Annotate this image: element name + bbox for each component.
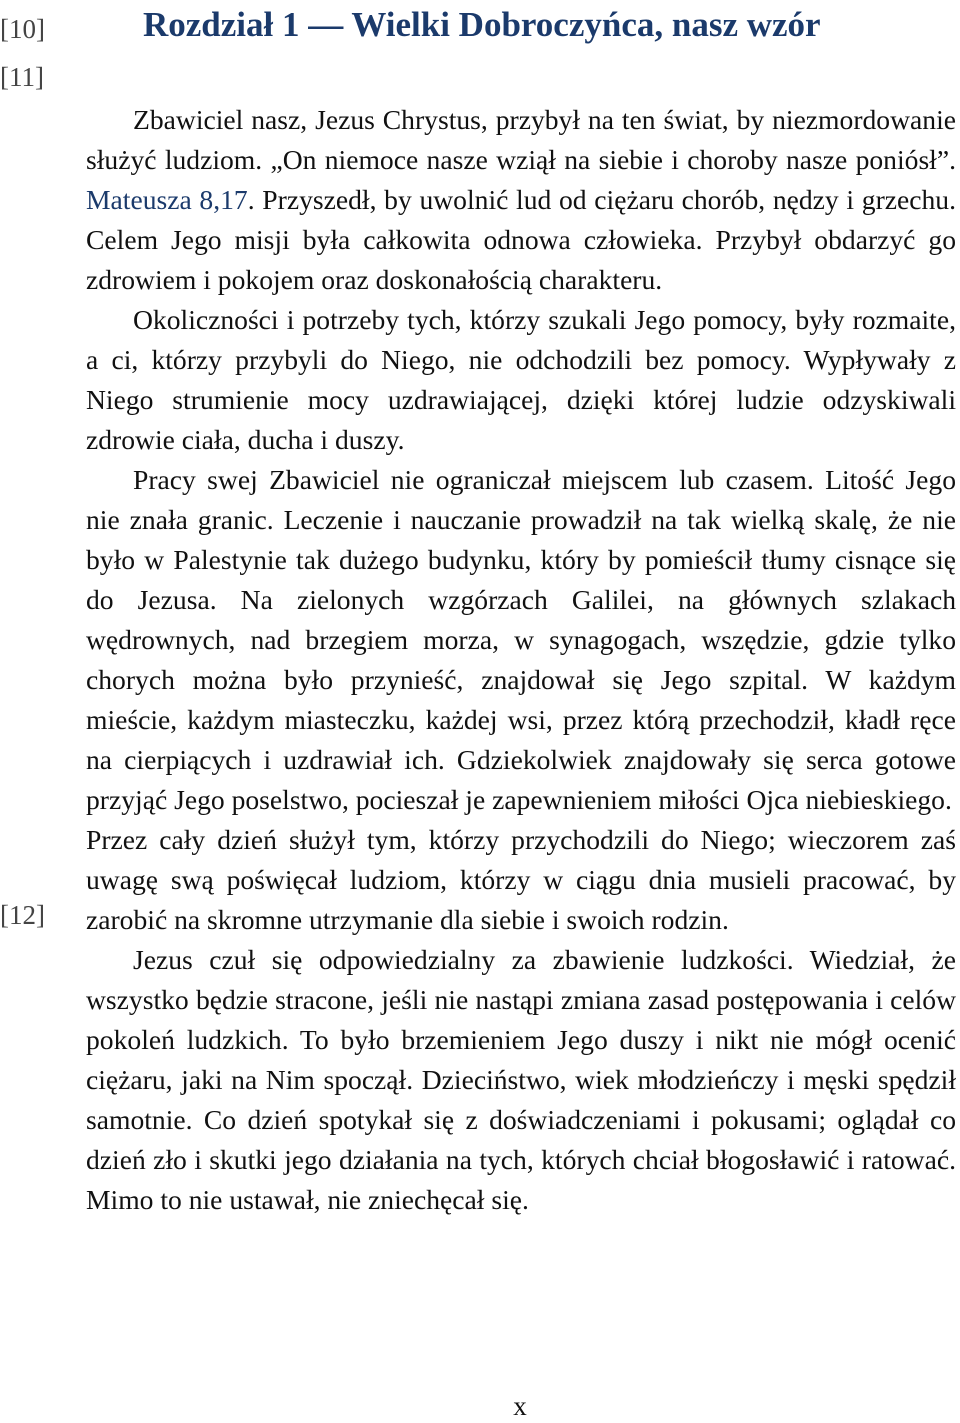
chapter-body [86, 100, 956, 1220]
paragraph: Pracy swej Zbawiciel nie ograniczał miejscem lub czasem. Litość Jego nie znała granic. Leczenie i nauczanie prowadził na tak wielką skalę, że nie było w Palestynie tak dużego budynku, który by pomieścił tłumy cisnące się do Jezusa. Na zielonych wzgórzach Galilei, na głównych szlakach wędrownych, nad brzegiem morza, w synagogach, wszędzie, gdzie tylko chorych można było przynieść, znajdował się Jego szpital. W każdym mieście, każdym miasteczku, każdej wsi, przez którą przechodził, kładł ręce na cierpiących i uzdrawiał ich. Gdziekolwiek znajdowały się serca gotowe przyjąć Jego poselstwo, pocieszał je zapewnieniem miłości Ojca niebieskiego. [86, 464, 956, 815]
paragraph [86, 100, 956, 300]
paragraph: Jezus czuł się odpowiedzialny za zbawienie ludzkości. Wiedział, że wszystko będzie stracone, jeśli nie nastąpi zmiana zasad postępowania i celów pokoleń ludzkich. To było brzemieniem Jego duszy i nikt nie mógł ocenić ciężaru, jaki na Nim spoczął. Dzieciństwo, wiek młodzieńczy i męski spędził samotnie. Co dzień spotykał się z doświadczeniami i pokusami; oglądał co dzień zło i skutki jego działania na tych, których chciał błogosławić i ratować. Mimo to nie ustawał, nie zniechęcał się. [86, 944, 956, 1215]
margin-page-ref: [12] [0, 900, 45, 930]
paragraph-text: . Przyszedł, by uwolnić lud od ciężaru chorób, nędzy i grzechu. Celem Jego misji była całkowita odnowa człowieka. Przybył obdarzyć go zdrowiem i pokojem oraz doskonałością charakteru. [86, 184, 956, 295]
paragraph: Przez cały dzień służył tym, którzy przychodzili do Niego; wieczorem zaś uwagę swą poświęcał ludziom, którzy w ciągu dnia musieli pracować, by zarobić na skromne utrzymanie dla siebie i swoich rodzin. [86, 824, 956, 935]
margin-page-ref: [11] [0, 62, 44, 92]
page-number: x [513, 1391, 527, 1421]
paragraph: Okoliczności i potrzeby tych, którzy szukali Jego pomocy, były rozmaite, a ci, którzy przybyli do Niego, nie odchodzili bez pomocy. Wypływały z Niego strumienie mocy uzdrawiającej, dzięki której ludzie odzyskiwali zdrowie ciała, ducha i duszy. [86, 304, 956, 455]
paragraph-text: Zbawiciel nasz, Jezus Chrystus, przybył na ten świat, by niezmordowanie służyć ludziom. „On niemoce nasze wziął na siebie i choroby nasze poniósł”. [86, 104, 956, 175]
bible-reference-link[interactable]: Mateusza 8,17 [86, 184, 248, 215]
margin-page-ref: [10] [0, 14, 45, 44]
chapter-title: Rozdział 1 — Wielki Dobroczyńca, nasz wzór [143, 5, 821, 44]
